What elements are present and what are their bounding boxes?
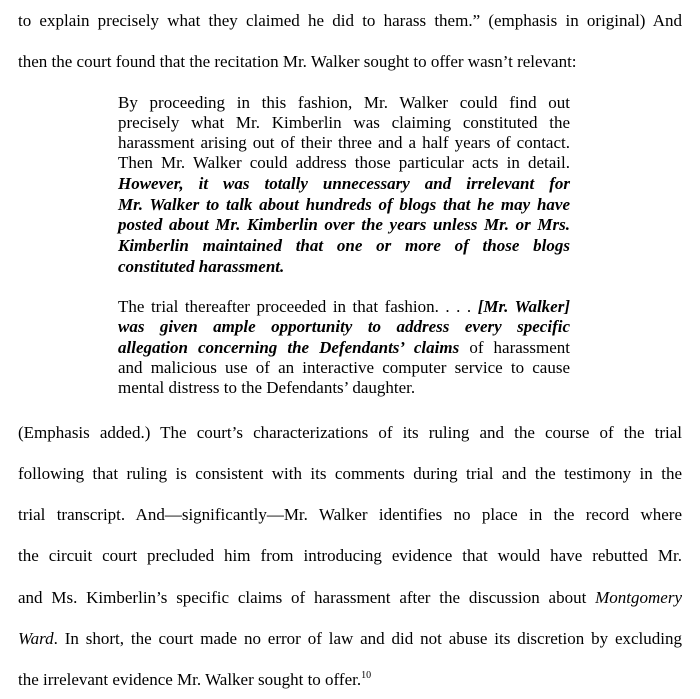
quote-line: precisely what Mr. Kimberlin was claiming constituted the	[118, 113, 570, 132]
body-line: (Emphasis added.) The court’s characterizations of its ruling and the course of the trial	[18, 423, 682, 442]
body-text: and Ms. Kimberlin’s specific claims of harassment after the discussion about	[18, 588, 587, 607]
quote-emphasis: [Mr. Walker]	[477, 297, 570, 316]
quote-line: and malicious use of an interactive computer service to cause	[118, 358, 570, 377]
body-text: the irrelevant evidence Mr. Walker sought to offer.	[18, 670, 362, 689]
footnote-reference: 10	[361, 670, 372, 681]
quote-emphasis: allegation concerning the Defendants’ claims	[118, 338, 460, 357]
body-line: following that ruling is consistent with its comments during trial and the testimony in the	[18, 464, 682, 483]
quote-emphasis-line: posted about Mr. Kimberlin over the years unless Mr. or Mrs.	[118, 215, 570, 234]
case-name: Ward	[18, 629, 54, 648]
quote-line: harassment arising out of their three and a half years of contact.	[118, 133, 570, 152]
quote-line: Then Mr. Walker could address those particular acts in detail.	[118, 153, 570, 172]
quote-emphasis-line: constituted harassment.	[118, 257, 285, 276]
body-line	[18, 670, 682, 690]
body-line: trial transcript. And—significantly—Mr. Walker identifies no place in the record where	[18, 505, 682, 524]
quote-emphasis-line: However, it was totally unnecessary and irrelevant for	[118, 174, 570, 193]
body-line	[18, 588, 682, 608]
opening-line-2: then the court found that the recitation Mr. Walker sought to offer wasn’t relevant:	[18, 52, 577, 71]
quote-line: By proceeding in this fashion, Mr. Walker could find out	[118, 93, 570, 112]
case-name: Montgomery	[595, 588, 682, 607]
opening-line-1: to explain precisely what they claimed he did to harass them.” (emphasis in original) And	[18, 11, 682, 30]
quote-emphasis-line: Mr. Walker to talk about hundreds of blogs that he may have	[118, 195, 570, 214]
quote-emphasis-line: Kimberlin maintained that one or more of those blogs	[118, 236, 570, 255]
body-line	[18, 629, 682, 649]
quote-line: mental distress to the Defendants’ daughter.	[118, 378, 416, 397]
body-text: . In short, the court made no error of law and did not abuse its discretion by excluding	[53, 629, 682, 648]
body-line: the circuit court precluded him from introducing evidence that would have rebutted Mr.	[18, 546, 682, 565]
quote-text: of harassment	[469, 338, 571, 357]
quote-line	[118, 297, 570, 317]
quote-text: The trial thereafter proceeded in that fashion. . . .	[118, 297, 472, 316]
quote-emphasis-line: was given ample opportunity to address every specific	[118, 317, 570, 336]
quote-line	[118, 338, 570, 358]
